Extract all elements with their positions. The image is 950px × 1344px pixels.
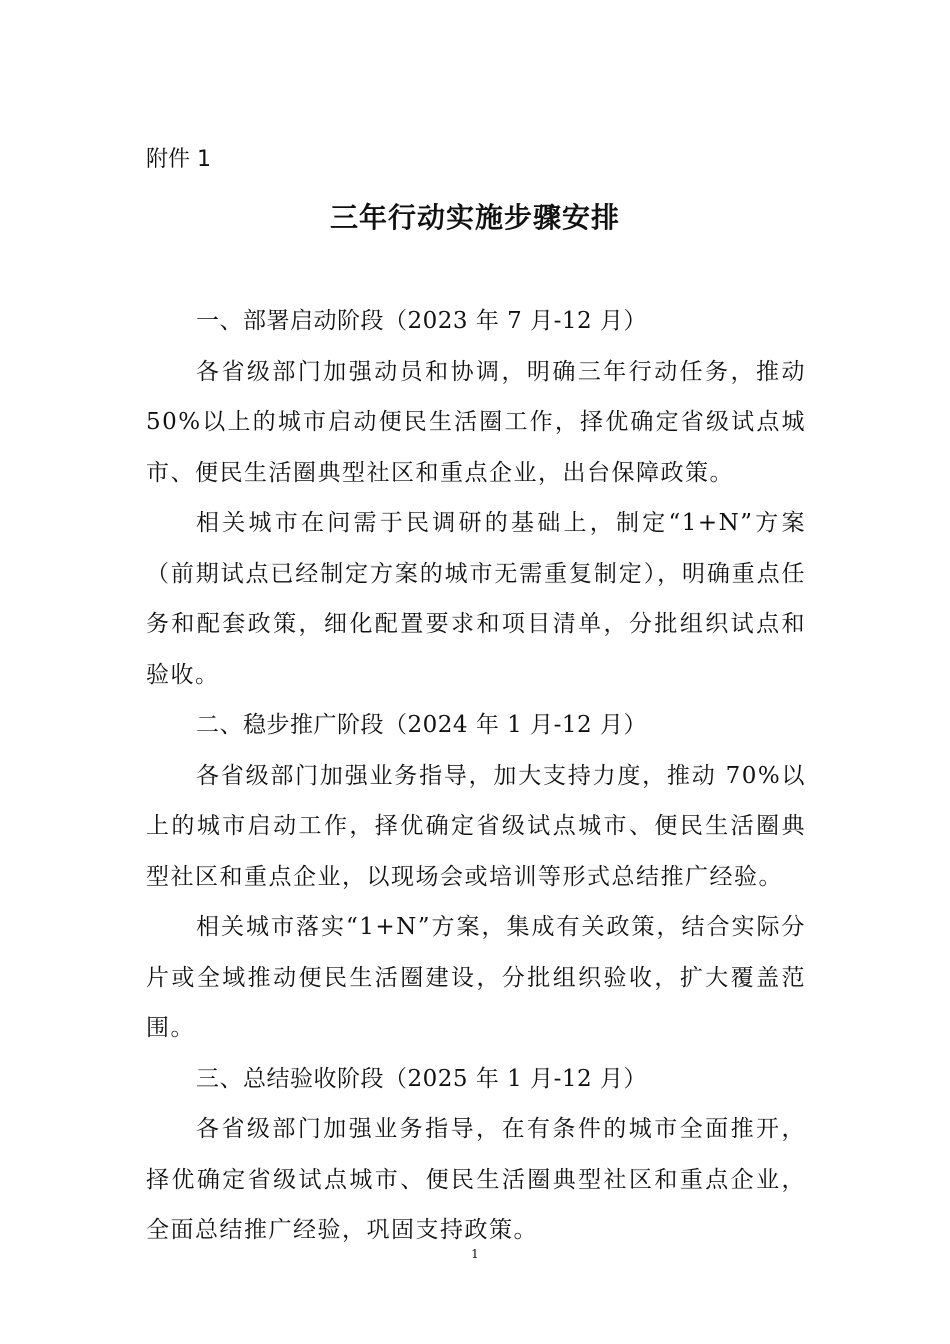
paragraph: 相关城市在问需于民调研的基础上，制定“1+N”方案（前期试点已经制定方案的城市无需重复制定），明确重点任务和配套政策，细化配置要求和项目清单，分批组织试点和验收。 xyxy=(146,510,806,688)
section-heading-3 xyxy=(146,1054,806,1105)
section-heading-1 xyxy=(146,296,806,347)
document-title: 三年行动实施步骤安排 xyxy=(329,201,620,234)
section-period: （2025 年 1 月-12 月） xyxy=(384,1065,647,1092)
section-heading-text: 一、部署启动阶段 xyxy=(196,308,384,334)
paragraph: 各省级部门加强业务指导，加大支持力度，推动 70%以上的城市启动工作，择优确定省级试点城市、便民生活圈典型社区和重点企业，以现场会或培训等形式总结推广经验。 xyxy=(146,762,806,890)
section-heading-text: 三、总结验收阶段 xyxy=(196,1065,384,1092)
paragraph: 各省级部门加强动员和协调，明确三年行动任务，推动50%以上的城市启动便民生活圈工作，择优确定省级试点城市、便民生活圈典型社区和重点企业，出台保障政策。 xyxy=(146,358,806,486)
paragraph: 各省级部门加强业务指导，在有条件的城市全面推开，择优确定省级试点城市、便民生活圈典型社区和重点企业，全面总结推广经验，巩固支持政策。 xyxy=(146,1116,806,1243)
section-heading-text: 二、稳步推广阶段 xyxy=(196,712,384,738)
page-number: 1 xyxy=(471,1247,479,1261)
section-period: （2024 年 1 月-12 月） xyxy=(384,712,647,738)
section-heading-2 xyxy=(146,700,806,751)
attachment-label: 附件 1 xyxy=(146,147,211,172)
document-body xyxy=(146,296,806,1256)
section-period: （2023 年 7 月-12 月） xyxy=(384,308,647,334)
paragraph: 相关城市落实“1+N”方案，集成有关政策，结合实际分片或全域推动便民生活圈建设，分批组织验收，扩大覆盖范围。 xyxy=(146,914,806,1041)
